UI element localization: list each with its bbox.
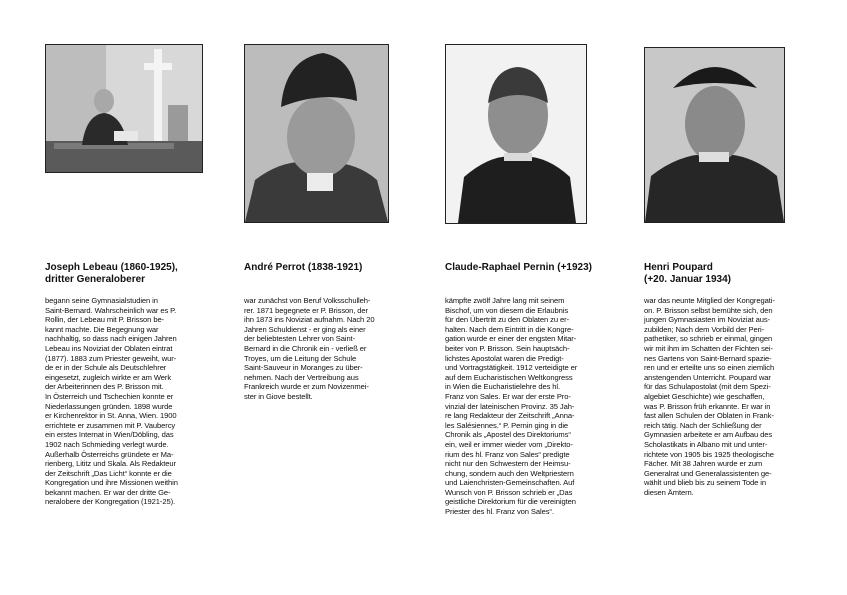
name-line: Claude-Raphael Pernin (+1923) <box>445 262 592 273</box>
name-subtitle: (+20. Januar 1934) <box>644 274 731 285</box>
person-name <box>445 262 615 274</box>
person-name <box>644 262 814 286</box>
portrait-image <box>245 45 388 222</box>
person-bio: war zunächst von Beruf Volksschulleh- rer. 1871 begegnete er P. Brisson, der ihn 1873 ins Noviziat aufnahm. Nach 20 Jahren Schuldienst - er ging als einer der beliebtesten Lehrer von Saint- Bernard in die Chronik ein - verließ er Troyes, um die Leitung der Schule Saint-Sauveur in Moranges zu über- nehmen. Nach der Vertreibung aus Frankreich wurde er zum Novizenmei- ster in Giove bestellt. <box>244 296 375 401</box>
photo-lebeau <box>45 44 203 173</box>
name-subtitle: dritter Generaloberer <box>45 274 146 285</box>
photo-poupard <box>644 47 785 223</box>
portrait-image <box>446 45 586 223</box>
photo-pernin <box>445 44 587 224</box>
person-bio: war das neunte Mitglied der Kongregati- on. P. Brisson selbst bemühte sich, den jungen Gymnasiasten im Noviziat aus- zubilden; Nach dem Vorbild der Peri- pathetiker, so schrieb er einmal, gingen wir mit ihm im Schatten der Fichten sei- nes Gartens von Saint-Bernard spazie- ren und er erteilte uns so einen ziemlich anstengenden Unterricht. Poupard war für das Schulapostolat (mit dem Spezi- algebiet Geschichte) wie geschaffen, was P. Brisson früh erkannte. Er war in fast allen Schulen der Oblaten in Frank- reich tätig. Nach der Schließung der Gymnasien arbeitete er am Aufbau des Scholastikats in Albano mit und unter- richtete von 1905 bis 1925 theologische Fächer. Mit 38 Jahren wurde er zum Generalrat und Generalassistenten ge- wählt und blieb bis zu seinem Tode in diesen Ämtern. <box>644 296 775 497</box>
name-line: André Perrot (1838-1921) <box>244 262 363 273</box>
person-name <box>244 262 414 274</box>
portrait-image <box>46 45 202 172</box>
person-bio: begann seine Gymnasialstudien in Saint-Bernard. Wahrscheinlich war es P. Rollin, der Lebeau mit P. Brisson be- kannt machte. Die Begegnung war nachhaltig, so dass nach einigen Jahren Lebeau ins Noviziat der Oblaten eintrat (1877). 1883 zum Priester geweiht, wur- de er in der Schule als Deutschlehrer eingesetzt, zugleich wirkte er am Werk der Arbeiterinnen des P. Brisson mit. In Österreich und Tschechien konnte er Niederlassungen gründen. 1898 wurde er Kirchenrektor in St. Anna, Wien. 1900 errichtete er zusammen mit P. Vaubercy ein erstes Internat in Wien/Döbling, das 1902 nach Schmieding verlegt wurde. Außerhalb Österreichs gründete er Ma- rienberg, Lititz und Skala. Als Redakteur der Zeitschrift „Das Licht“ konnte er die Kongregation und ihre Missionen weithin bekannt machen. Er war der dritte Ge- neralobere der Kongregation (1921-25). <box>45 296 178 507</box>
portrait-image <box>645 48 784 222</box>
person-bio: kämpfte zwölf Jahre lang mit seinem Bischof, um von diesem die Erlaubnis für den Übertritt zu den Oblaten zu er- halten. Nach dem Eintritt in die Kongre- gation wurde er einer der engsten Mitar- beiter von P. Brisson. Sein hauptsäch- lichstes Apostolat waren die Predigt- und Vortragstätigkeit. 1912 verteidigte er auf dem Eucharistischen Weltkongress in Wien die Eucharistielehre des hl. Franz von Sales. Er war der erste Pro- vinzial der lateinischen Provinz. 35 Jah- re lang Redakteur der Zeitschrift „Anna- les Salésiennes.“ P. Pernin ging in die Chronik als „Apostel des Direktoriums“ ein, weil er immer wieder vom „Direkto- rium des hl. Franz von Sales“ predigte nicht nur den Schwestern der Heimsu- chung, sondern auch den Weltpriestern und Laienchristen-Gemeinschaften. Auf Wunsch von P. Brisson schrieb er „Das geistliche Direktorium für die vereinigten Priester des hl. Franz von Sales“. <box>445 296 578 517</box>
photo-perrot <box>244 44 389 223</box>
name-line: Henri Poupard <box>644 262 713 273</box>
name-line: Joseph Lebeau (1860-1925), <box>45 262 178 273</box>
person-name <box>45 262 215 286</box>
